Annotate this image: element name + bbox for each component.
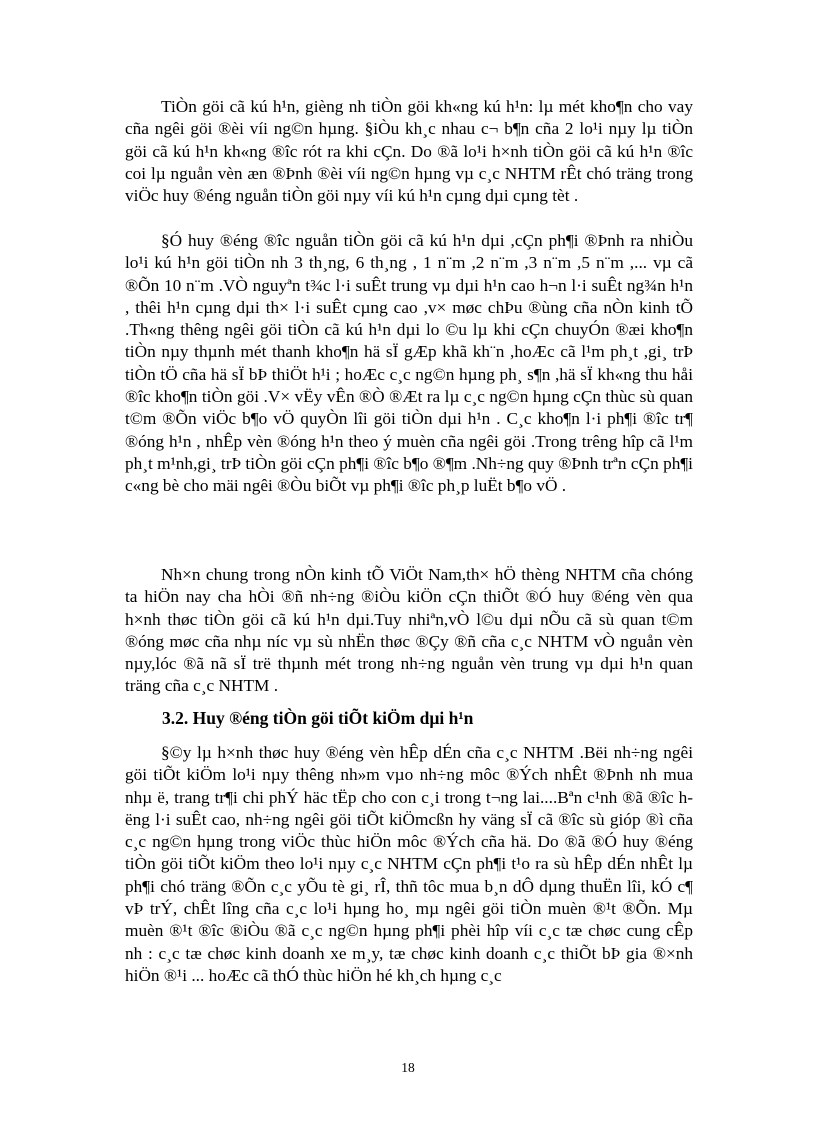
page-number: 18 [401,1060,415,1075]
paragraph-long-term-mobilization: §Ó huy ®éng ®îc nguån tiÒn göi cã kú h¹n dµi ,cÇn ph¶i ®Þnh ra nhiÒu lo¹i kú h¹n göi tiÒn nh 3 th¸ng, 6 th¸ng , 1 n¨m ,2 n¨m ,3 n¨m ,5 n¨m ,... vµ cã ®Õn 10 n¨m .VÒ nguyªn t¾c l·i suÊt trung vµ dµi h¹n cao h¬n l·i suÊt ng¾n h¹n , thêi h¹n cµng dµi th× l·i suÊt cµng cao ,v× møc chÞu ®ùng cña nÒn kinh tÕ .Th«ng thêng ngêi göi tiÒn cã kú h¹n dµi lo ©u lµ khi cÇn chuyÓn ®æi kho¶n tiÒn nµy thµnh mét thanh kho¶n hä sÏ gÆp khã kh¨n ,hoÆc cã l¹m ph¸t ,gi¸ trÞ tiÒn tÖ cña hä sÏ bÞ thiÖt h¹i ; hoÆc c¸c ng©n hµng ph¸ s¶n ,hä sÏ kh«ng thu håi ®îc kho¶n tiÒn göi .V× vËy vÊn ®Ò ®Æt ra lµ c¸c ng©n hµng cÇn thùc sù quan t©m ®Õn viÖc b¶o vÖ quyÒn lîi göi tiÒn dµi h¹n . C¸c kho¶n l·i ph¶i ®îc tr¶ ®óng h¹n , nhÊp vèn ®óng h¹n theo ý muèn cña ngêi göi .Trong trêng hîp cã l¹m ph¸t m¹nh,gi¸ trÞ tiÒn göi cÇn ph¶i ®îc b¶o ®¶m .Nh÷ng quy ®Þnh trªn cÇn ph¶i c«ng bè cho mäi ngêi ®Òu biÕt vµ ph¶i ®îc ph¸p luËt b¶o vÖ . [125,231,693,496]
paragraph-time-deposits: TiÒn göi cã kú h¹n, gièng nh tiÒn göi kh«ng kú h¹n: lµ mét kho¶n cho vay cña ngêi göi ®èi víi ng©n hµng. §iÒu kh¸c nhau c¬ b¶n cña 2 lo¹i nµy lµ tiÒn göi cã kú h¹n kh«ng ®îc rót ra khi cÇn. Do ®ã lo¹i h×nh tiÒn göi cã kú h¹n ®îc coi lµ nguån vèn æn ®Þnh ®èi víi ng©n hµng vµ c¸c NHTM rÊt chó träng trong viÖc huy ®éng nguån tiÒn göi nµy víi kú h¹n cµng dµi cµng tèt . [125,97,693,206]
paragraph-savings-deposits: §©y lµ h×nh thøc huy ®éng vèn hÊp dÉn cña c¸c NHTM .Bëi nh÷ng ngêi göi tiÕt kiÖm lo¹i nµy thêng nh»m vµo nh÷ng môc ®Ých nhÊt ®Þnh nh mua nhµ ë, trang tr¶i chi phÝ häc tËp cho con c¸i trong t¬ng lai....Bªn c¹nh ®ã ®îc hëng l·i suÊt cao, nh÷ng ngêi göi tiÕt kiÖmcßn hy väng sÏ cã ®îc sù gióp ®ì cña c¸c ng©n hµng trong viÖc thùc hiÖn môc ®Ých cña hä. Do ®ã ®Ó huy ®éng tiÒn göi tiÕt kiÖm theo lo¹i nµy c¸c NHTM cÇn ph¶i t¹o ra sù hÊp dÉn nhÊt lµ ph¶i chó träng ®Õn c¸c yÕu tè gi¸ rÎ, thñ tôc mua b¸n dÔ dµng thuËn lîi, kÓ c¶ vÞ trÝ, chÊt lîng cña c¸c lo¹i hµng ho¸ mµ ngêi göi tiÒn muèn ®¹t ®Õn. Mµ muèn ®¹t ®îc ®iÒu ®ã c¸c ng©n hµng ph¶i phèi hîp víi c¸c tæ chøc cung cÊp nh : c¸c tæ chøc kinh doanh xe m¸y, tæ chøc kinh doanh c¸c thiÕt bÞ gia ®×nh hiÖn ®¹i ... hoÆc cã thÓ thùc hiÖn hé kh¸ch hµng c¸c [125,743,693,985]
paragraph-vietnam-overview: Nh×n chung trong nÒn kinh tÕ ViÖt Nam,th× hÖ thèng NHTM cña chóng ta hiÖn nay cha hÒi ®ñ nh÷ng ®iÒu kiÖn cÇn thiÕt ®Ó huy ®éng vèn qua h×nh thøc tiÒn göi cã kú h¹n dµi.Tuy nhiªn,vÒ l©u dµi nÕu cã sù quan t©m ®óng møc cña nhµ níc vµ sù nhËn thøc ®Çy ®ñ cña c¸c NHTM vÒ nguån vèn nµy,lóc ®ã nã sÏ trë thµnh mét trong nh÷ng nguån vèn trung vµ dµi h¹n quan träng cña c¸c NHTM . [125,565,693,696]
section-heading: 3.2. Huy ®éng tiÒn göi tiÕt kiÖm dµi h¹n [162,708,474,728]
